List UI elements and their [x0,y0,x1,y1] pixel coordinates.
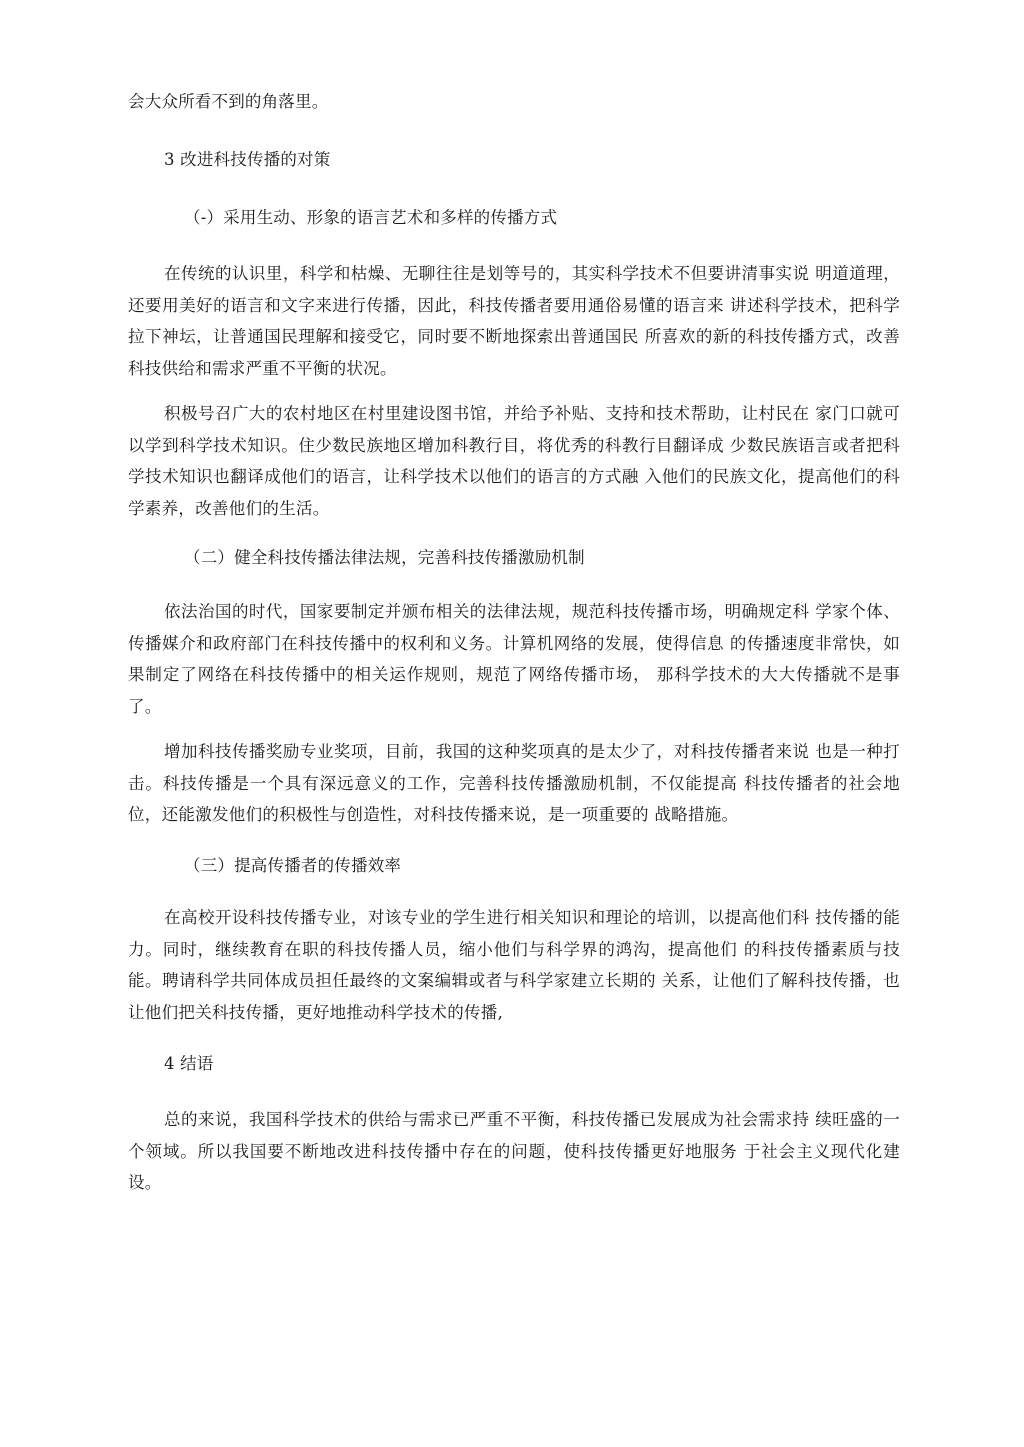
paragraph-6: 总的来说，我国科学技术的供给与需求已严重不平衡，科技传播已发展成为社会需求持 续旺盛的一个领域。所以我国要不断地改进科技传播中存在的问题，使科技传播更好地服务 于社会主义现代化建设。 [128,1110,900,1192]
paragraph-1: 在传统的认识里，科学和枯燥、无聊往往是划等号的，其实科学技术不但要讲清事实说 明道道理，还要用美好的语言和文字来进行传播，因此，科技传播者要用通俗易懂的语言来 讲述科学技术，把科学拉下神坛，让普通国民理解和接受它，同时要不断地探索出普通国民 所喜欢的新的科技传播方式，改善科技供给和需求严重不平衡的状况。 [128,264,900,378]
continuation-text: 会大众所看不到的角落里。 [128,92,329,111]
paragraph-5: 在高校开设科技传播专业，对该专业的学生进行相关知识和理论的培训，以提高他们科 技传播的能力。同时，继续教育在职的科技传播人员，缩小他们与科学界的鸿沟，提高他们 的科技传播素质与技能。聘请科学共同体成员担任最终的文案编辑或者与科学家建立长期的 关系，让他们了解科技传播，也让他们把关科技传播，更好地推动科学技术的传播, [128,908,900,1022]
subsection-2-heading: （二）健全科技传播法律法规，完善科技传播激励机制 [184,548,585,567]
subsection-1-heading: （-）采用生动、形象的语言艺术和多样的传播方式 [184,208,558,227]
paragraph-3: 依法治国的时代，国家要制定并颁布相关的法律法规，规范科技传播市场，明确规定科 学家个体、传播媒介和政府部门在科技传播中的权利和义务。计算机网络的发展，使得信息 的传播速度非常快，如果制定了网络在科技传播中的相关运作规则，规范了网络传播市场， 那科学技术的大大传播就不是事了。 [128,602,900,716]
section-3-heading: 3 改进科技传播的对策 [164,150,331,169]
subsection-3-heading: （三）提高传播者的传播效率 [184,856,402,875]
paragraph-4: 增加科技传播奖励专业奖项，目前，我国的这种奖项真的是太少了，对科技传播者来说 也是一种打击。科技传播是一个具有深远意义的工作，完善科技传播激励机制，不仅能提高 科技传播者的社会地位，还能激发他们的积极性与创造性，对科技传播来说，是一项重要的 战略措施。 [128,742,900,824]
section-4-heading: 4 结语 [164,1054,214,1073]
paragraph-2: 积极号召广大的农村地区在村里建设图书馆，并给予补贴、支持和技术帮助，让村民在 家门口就可以学到科学技术知识。住少数民族地区增加科教行目，将优秀的科教行目翻译成 少数民族语言或者把科学技术知识也翻译成他们的语言，让科学技术以他们的语言的方式融 入他们的民族文化，提高他们的科学素养，改善他们的生活。 [128,404,900,518]
